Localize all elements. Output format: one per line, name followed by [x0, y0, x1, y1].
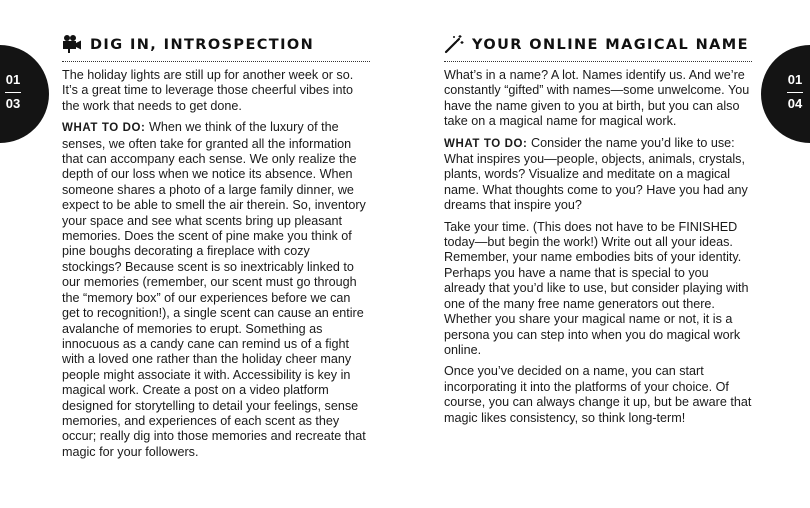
intro-paragraph: What’s in a name? A lot. Names identify us. And we’re constantly “gifted” with names—some unwelcome. You have the name given to you at birth, but you can also take on a magical name for magical work.: [444, 68, 750, 129]
body-paragraph: Take your time. (This does not have to be FINISHED today—but begin the work!) Write out all your ideas. Remember, your name embodies bits of your identity. Perhaps you have a name that is special to you already that you’d like to use, but consider playing with one of the many free name generators out there. Whether you share your magical name or not, it is a persona you can step into when you do magical work online.: [444, 219, 749, 357]
left-page: [62, 34, 370, 466]
video-camera-icon: [62, 34, 82, 54]
what-to-do-paragraph: [444, 136, 752, 214]
magic-wand-icon: [444, 34, 464, 54]
dotted-divider: [62, 61, 370, 62]
tab-divider: [787, 92, 803, 93]
section-header: [62, 34, 370, 58]
what-to-do-label: WHAT TO DO:: [62, 122, 146, 135]
tab-divider: [5, 92, 21, 93]
tab-day-number: 03: [5, 96, 21, 111]
what-to-do-label: WHAT TO DO:: [444, 137, 528, 150]
section-title: YOUR ONLINE MAGICAL NAME: [472, 37, 749, 53]
what-to-do-text: When we think of the luxury of the senses, we often take for granted all the information that can accompany each sense. We only realize the depth of our loss when we notice its absence. When someone shares a photo of a large family dinner, we expect to be able to smell the air therein. So, inventory your space and see what scents bring up pleasant memories. Does the scent of pine make you think of pine boughs decorating a fireplace with cozy stockings? Because scent is so inextricably linked to our memories (remember, our scent must go through the “memory box” of our experiences before we can get to recognition!), a single scent can cause an entire avalanche of memories to erupt. Something as innocuous as a candy cane can remind us of a fight with a loved one rather than the holiday cheer many people might associate it with. Accessibility is key in magical work. Create a post on a video platform designed for storytelling to detail your feelings, sense memories, and experiences of each scent as they occur; really dig into those memories and recreate that magic for your followers.: [62, 120, 366, 459]
page-tab-left: [0, 45, 49, 143]
tab-month-number: 01: [5, 72, 21, 87]
section-header: [444, 34, 752, 58]
tab-day-number: 04: [787, 96, 803, 111]
what-to-do-paragraph: [62, 120, 370, 460]
section-title: DIG IN, INTROSPECTION: [90, 37, 315, 53]
intro-paragraph: The holiday lights are still up for another week or so. It’s a great time to leverage those cheerful vibes into the work that needs to get done.: [62, 68, 354, 113]
dotted-divider: [444, 61, 752, 62]
what-to-do-text: Consider the name you’d like to use: What inspires you—people, objects, animals, crystals, plants, words? Visualize and meditate on a magical name. What thoughts come to you? Have you had any dreams that inspire you?: [444, 135, 748, 213]
body-paragraph: Once you’ve decided on a name, you can start incorporating it into the platforms of your choice. Of course, you can always change it up, but be aware that magic likes consistency, so think long-term!: [444, 364, 752, 425]
tab-month-number: 01: [787, 72, 803, 87]
page-tab-right: [761, 45, 810, 143]
right-page: [444, 34, 752, 432]
